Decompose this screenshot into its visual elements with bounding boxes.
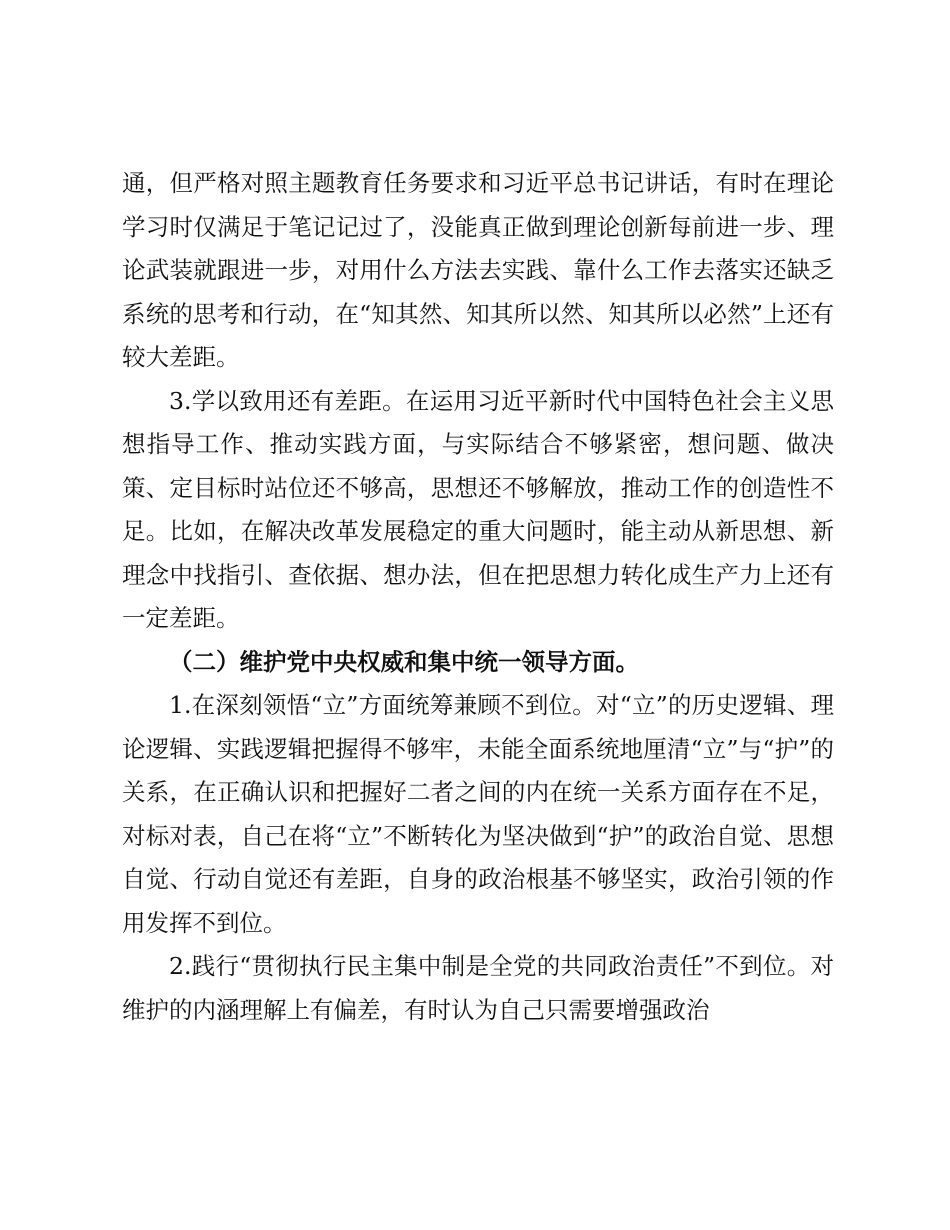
- document-body: [122, 162, 834, 1032]
- paragraph-continuation: 通，但严格对照主题教育任务要求和习近平总书记讲话，有时在理论学习时仅满足于笔记记过了，没能真正做到理论创新每前进一步、理论武装就跟进一步，对用什么方法去实践、靠什么工作去落实还缺乏系统的思考和行动，在“知其然、知其所以然、知其所以必然”上还有较大差距。: [122, 169, 834, 371]
- paragraph-item-2: 2.践行“贯彻执行民主集中制是全党的共同政治责任”不到位。对维护的内涵理解上有偏差，有时认为自己只需要增强政治: [122, 952, 834, 1024]
- paragraph-item-1: 1.在深刻领悟“立”方面统筹兼顾不到位。对“立”的历史逻辑、理论逻辑、实践逻辑把握得不够牢，未能全面系统地厘清“立”与“护”的关系，在正确认识和把握好二者之间的内在统一关系方面存在不足，对标对表，自己在将“立”不断转化为坚决做到“护”的政治自觉、思想自觉、行动自觉还有差距，自身的政治根基不够坚实，政治引领的作用发挥不到位。: [122, 691, 834, 937]
- paragraph-item-3: 3.学以致用还有差距。在运用习近平新时代中国特色社会主义思想指导工作、推动实践方面，与实际结合不够紧密，想问题、做决策、定目标时站位还不够高，思想还不够解放，推动工作的创造性不足。比如，在解决改革发展稳定的重大问题时，能主动从新思想、新理念中找指引、查依据、想办法，但在把思想力转化成生产力上还有一定差距。: [122, 386, 834, 632]
- section-heading: （二）维护党中央权威和集中统一领导方面。: [169, 647, 639, 676]
